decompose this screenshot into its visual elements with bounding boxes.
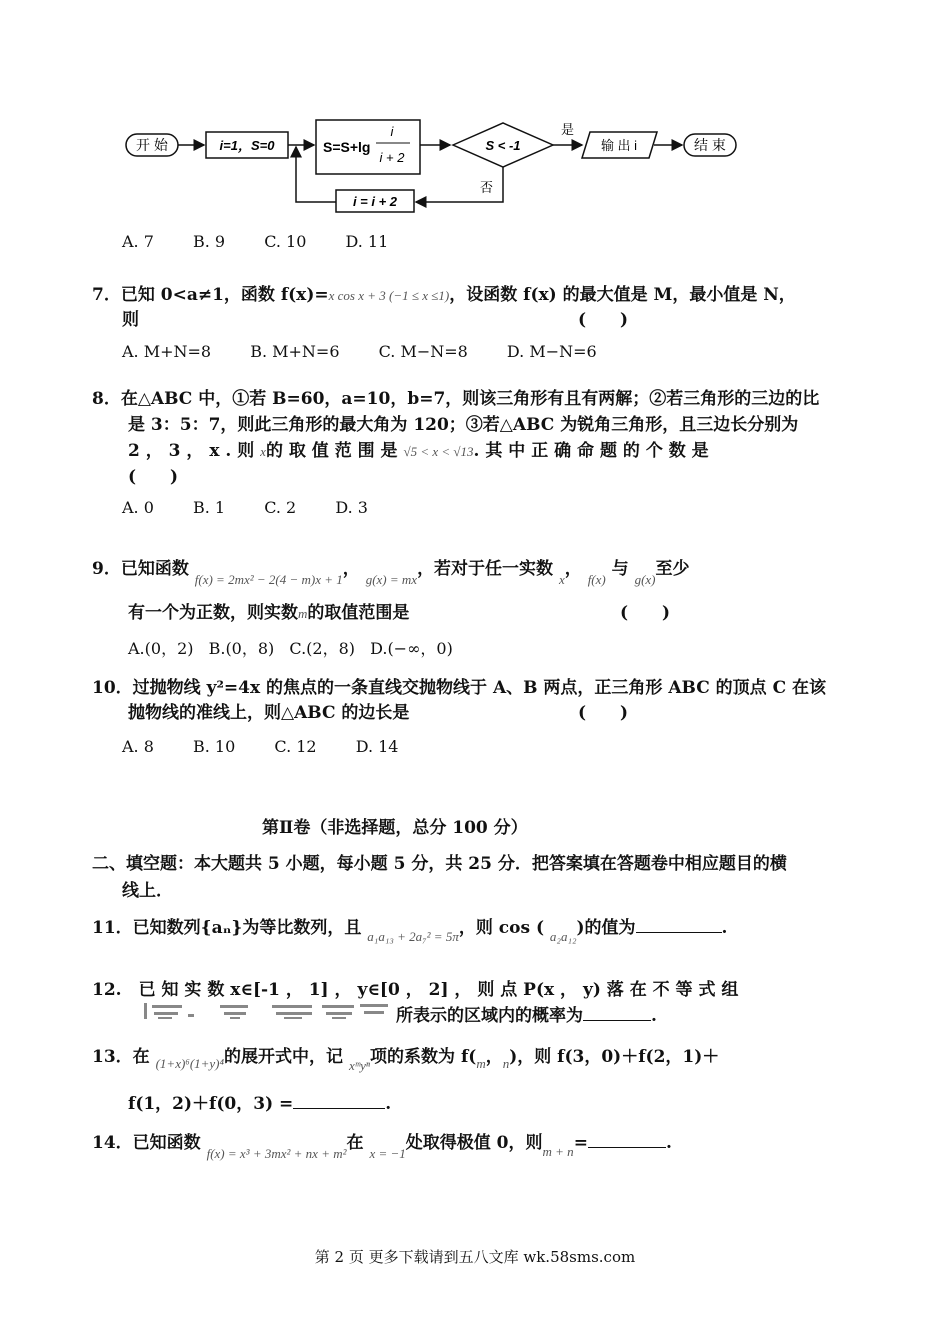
q13-text-b: 的展开式中，记	[224, 1047, 344, 1067]
q8-var-x: x	[260, 444, 266, 459]
q10-option-c: C. 12	[274, 737, 317, 756]
q13-comma: ，	[485, 1047, 503, 1067]
q9-sep2: ，	[564, 559, 582, 579]
q9-line2	[128, 598, 409, 623]
q9-text-d: 至少	[655, 559, 690, 579]
section2-title: 第Ⅱ卷（非选择题，总分 100 分）	[262, 818, 528, 838]
q13-text-c: 项的系数为 f(	[370, 1047, 477, 1067]
q14-expr: m + n	[542, 1144, 574, 1159]
q9-answer-paren: ( )	[620, 603, 671, 623]
section2-intro-line2: 线上．	[122, 881, 173, 901]
q9-text-b: ，若对于任一实数	[417, 559, 554, 579]
q7-option-c: C. M−N=8	[378, 342, 468, 361]
q8-text-c: . 其 中 正 确 命 题 的 个 数 是	[473, 441, 709, 461]
q7-option-b: B. M+N=6	[250, 342, 340, 361]
process-lhs: S=S+lg	[323, 139, 371, 155]
q12-line2	[396, 1001, 657, 1026]
q13-line2	[128, 1089, 391, 1114]
q12-end: .	[651, 1006, 657, 1026]
q9-var-x: x	[558, 572, 565, 587]
q8-text-a: 2 ， 3 ， x . 则	[128, 441, 255, 461]
q11-end: .	[721, 918, 728, 938]
q9-options	[128, 636, 487, 659]
q7-options	[122, 342, 631, 361]
q8-option-a: A. 0	[122, 498, 154, 517]
q10-answer-paren: ( )	[578, 703, 629, 723]
q9-g-formula: g(x) = mx	[365, 572, 418, 587]
q8-range-formula: √5 < x < √13	[403, 444, 474, 459]
q8-option-c: C. 2	[264, 498, 297, 517]
q13-formula: (1+x)⁶(1+y)⁴	[155, 1056, 225, 1071]
end-label: 结 束	[694, 137, 726, 153]
q9-option-c: C.(2，8)	[289, 639, 355, 658]
q6-option-d: D. 11	[345, 232, 389, 251]
q12-text: 所表示的区域内的概率为	[396, 1006, 583, 1026]
q14-text-c: 处取得极值 0，则	[405, 1133, 543, 1153]
q6-options	[122, 232, 422, 251]
section2-intro-line1: 二、填空题：本大题共 5 小题，每小题 5 分，共 25 分．把答案填在答题卷中相应题目的横	[92, 854, 787, 874]
q14-blank[interactable]	[588, 1146, 666, 1148]
q13-line1	[92, 1042, 720, 1073]
q7-text-b: ，设函数 f(x) 的最大值是 M，最小值是 N，	[449, 285, 796, 305]
page-footer: 第 2 页 更多下载请到五八文库 wk.58sms.com	[314, 1248, 636, 1266]
q13-blank[interactable]	[293, 1107, 385, 1109]
increment-label: i = i + 2	[352, 194, 398, 209]
inequality-system-image	[144, 1000, 394, 1022]
q8-line3	[128, 436, 709, 461]
q8-option-d: D. 3	[335, 498, 368, 517]
q7-text-a: 7．已知 0<a≠1，函数 f(x)=	[92, 285, 329, 305]
q8-line2: 是 3：5：7，则此三角形的最大角为 120；③若△ABC 为锐角三角形，且三边长分别为	[128, 415, 799, 435]
yes-label: 是	[561, 122, 575, 137]
q12-blank[interactable]	[583, 1019, 651, 1021]
q9-text-e: 有一个为正数，则实数	[128, 603, 298, 623]
q10-option-a: A. 8	[122, 737, 154, 756]
q10-line2: 抛物线的准线上，则△ABC 的边长是	[128, 703, 410, 723]
q13-text-a: 13．在	[92, 1047, 150, 1067]
q8-options	[122, 498, 402, 517]
q13-text-e: f(1，2)＋f(0，3) =	[128, 1094, 294, 1114]
q9-option-d: D.(−∞，0)	[370, 639, 453, 658]
process-frac-num: i	[390, 124, 394, 139]
q9-option-b: B.(0，8)	[208, 639, 275, 658]
q11-text-a: 11．已知数列{aₙ}为等比数列，且	[92, 918, 362, 938]
q6-option-c: C. 10	[264, 232, 307, 251]
q9-text-a: 9．已知函数	[92, 559, 189, 579]
q7-line1	[92, 280, 796, 305]
q14-text-b: 在	[346, 1133, 364, 1153]
q9-text-c: 与	[611, 559, 629, 579]
q13-term: xᵐyⁿ	[348, 1058, 371, 1073]
q9-fx: f(x)	[587, 572, 606, 587]
q11-inner: a₂a₁₂	[549, 929, 577, 944]
q13-var-m: m	[476, 1056, 486, 1071]
q11-line	[92, 913, 728, 944]
q9-text-f: 的取值范围是	[307, 603, 410, 623]
no-label: 否	[480, 180, 494, 195]
q14-end: .	[665, 1133, 672, 1153]
q11-formula: a₁a₁₃ + 2a₇² = 5π	[367, 929, 459, 944]
q10-option-d: D. 14	[355, 737, 399, 756]
process-frac-den: i + 2	[379, 150, 405, 165]
start-label: 开 始	[136, 137, 168, 153]
q9-option-a: A.(0，2)	[128, 639, 194, 658]
q10-line1: 10．过抛物线 y²=4x 的焦点的一条直线交抛物线于 A、B 两点，正三角形 ABC 的顶点 C 在该	[92, 678, 827, 698]
q13-end: .	[385, 1094, 392, 1114]
q11-blank[interactable]	[636, 931, 722, 933]
q8-answer-paren: ( )	[128, 467, 179, 487]
q14-point: x = −1	[369, 1146, 406, 1161]
q13-var-n: n	[502, 1056, 510, 1071]
q14-text-d: =	[573, 1133, 588, 1153]
q9-line1	[92, 554, 690, 587]
q8-option-b: B. 1	[193, 498, 226, 517]
q12-line1: 12. 已 知 实 数 x∈[-1 ， 1] ， y∈[0 ， 2] ， 则 点 P(x ， y) 落 在 不 等 式 组	[92, 980, 739, 1000]
output-label: 输 出 i	[600, 138, 638, 153]
q9-f-formula: f(x) = 2mx² − 2(4 − m)x + 1	[194, 572, 343, 587]
q13-text-d: )，则 f(3，0)＋f(2，1)＋	[509, 1047, 720, 1067]
q11-text-c: )的值为	[576, 918, 636, 938]
q10-options	[122, 737, 432, 756]
q7-option-d: D. M−N=6	[506, 342, 597, 361]
q9-gx: g(x)	[634, 572, 656, 587]
q11-text-b: ，则 cos (	[458, 918, 544, 938]
q10-option-b: B. 10	[193, 737, 236, 756]
q14-text-a: 14．已知函数	[92, 1133, 201, 1153]
q14-line	[92, 1128, 672, 1161]
q9-var-m: m	[298, 606, 308, 621]
q8-text-b: 的 取 值 范 围 是	[265, 441, 398, 461]
decision-label: S < -1	[485, 138, 521, 153]
q7-option-a: A. M+N=8	[122, 342, 212, 361]
q9-sep: ，	[342, 559, 360, 579]
q8-line1: 8．在△ABC 中，①若 B=60，a=10，b=7，则该三角形有且有两解；②若三角形的三边的比	[92, 389, 820, 409]
q7-line2: 则	[122, 310, 139, 330]
q6-option-b: B. 9	[193, 232, 226, 251]
q6-option-a: A. 7	[122, 232, 154, 251]
init-label: i=1，S=0	[219, 138, 275, 153]
q7-answer-paren: ( )	[578, 310, 629, 330]
flowchart	[120, 112, 750, 217]
q7-formula: x cos x + 3 (−1 ≤ x ≤1)	[328, 288, 450, 303]
q14-formula: f(x) = x³ + 3mx² + nx + m²	[206, 1146, 347, 1161]
